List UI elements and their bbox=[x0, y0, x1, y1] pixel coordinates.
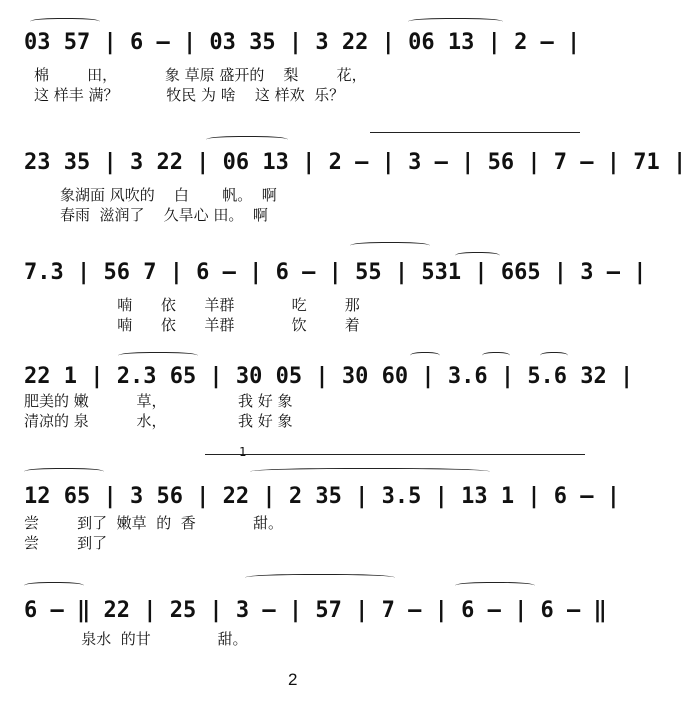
volta-number: 1 bbox=[239, 445, 247, 459]
slur bbox=[350, 242, 430, 251]
slur bbox=[410, 352, 440, 361]
lyric-verse-1: 肥美的 嫩 草， 我 好 象 bbox=[24, 392, 293, 410]
lyric-verse-1: 棉 田， 象 草原 盛开的 梨 花， bbox=[34, 66, 367, 84]
slur bbox=[30, 18, 100, 27]
lyric-verse-2: 春雨 滋润了 久旱心 田。 啊 bbox=[60, 206, 268, 224]
volta-bracket bbox=[205, 445, 585, 465]
slur bbox=[118, 352, 198, 361]
notation-line: 7.3 | 56 7 | 6 — | 6 — | 55 | 531 | 665 | 3 — | bbox=[24, 260, 647, 285]
lyric-verse-1: 象湖面 风吹的 白 帆。 啊 bbox=[60, 186, 277, 204]
notation-line: 22 1 | 2.3 65 | 30 05 | 30 60 | 3.6 | 5.6 32 | bbox=[24, 364, 634, 389]
lyric-verse-1: 尝 到了 嫩草 的 香 甜。 bbox=[24, 514, 283, 532]
slur bbox=[370, 132, 580, 143]
page-number: 2 bbox=[288, 670, 298, 689]
slur bbox=[455, 582, 535, 591]
slur bbox=[24, 468, 104, 477]
slur bbox=[206, 136, 288, 145]
lyric-verse-2: 喃 依 羊群 饮 着 bbox=[60, 316, 360, 334]
slur bbox=[482, 352, 510, 361]
slur bbox=[540, 352, 568, 361]
lyric-verse-2: 这 样丰 满？ 牧民 为 啥 这 样欢 乐？ bbox=[34, 86, 345, 104]
notation-line: 12 65 | 3 56 | 22 | 2 35 | 3.5 | 13 1 | 6 — | bbox=[24, 484, 621, 509]
notation-line: 23 35 | 3 22 | 06 13 | 2 — | 3 — | 56 | 7 — | 71 | bbox=[24, 150, 686, 175]
slur bbox=[250, 468, 490, 477]
lyric-verse-2: 尝 到了 bbox=[24, 534, 108, 552]
lyric-verse-1: 泉水 的甘 甜。 bbox=[24, 630, 248, 648]
lyric-verse-1: 喃 依 羊群 吃 那 bbox=[60, 296, 360, 314]
lyric-verse-2: 清凉的 泉 水， 我 好 象 bbox=[24, 412, 293, 430]
slur bbox=[408, 18, 503, 27]
notation-line: 03 57 | 6 — | 03 35 | 3 22 | 06 13 | 2 — | bbox=[24, 30, 581, 55]
slur bbox=[245, 574, 395, 583]
slur bbox=[24, 582, 84, 591]
notation-line: 6 — ‖ 22 | 25 | 3 — | 57 | 7 — | 6 — | 6 — ‖ bbox=[24, 598, 607, 623]
